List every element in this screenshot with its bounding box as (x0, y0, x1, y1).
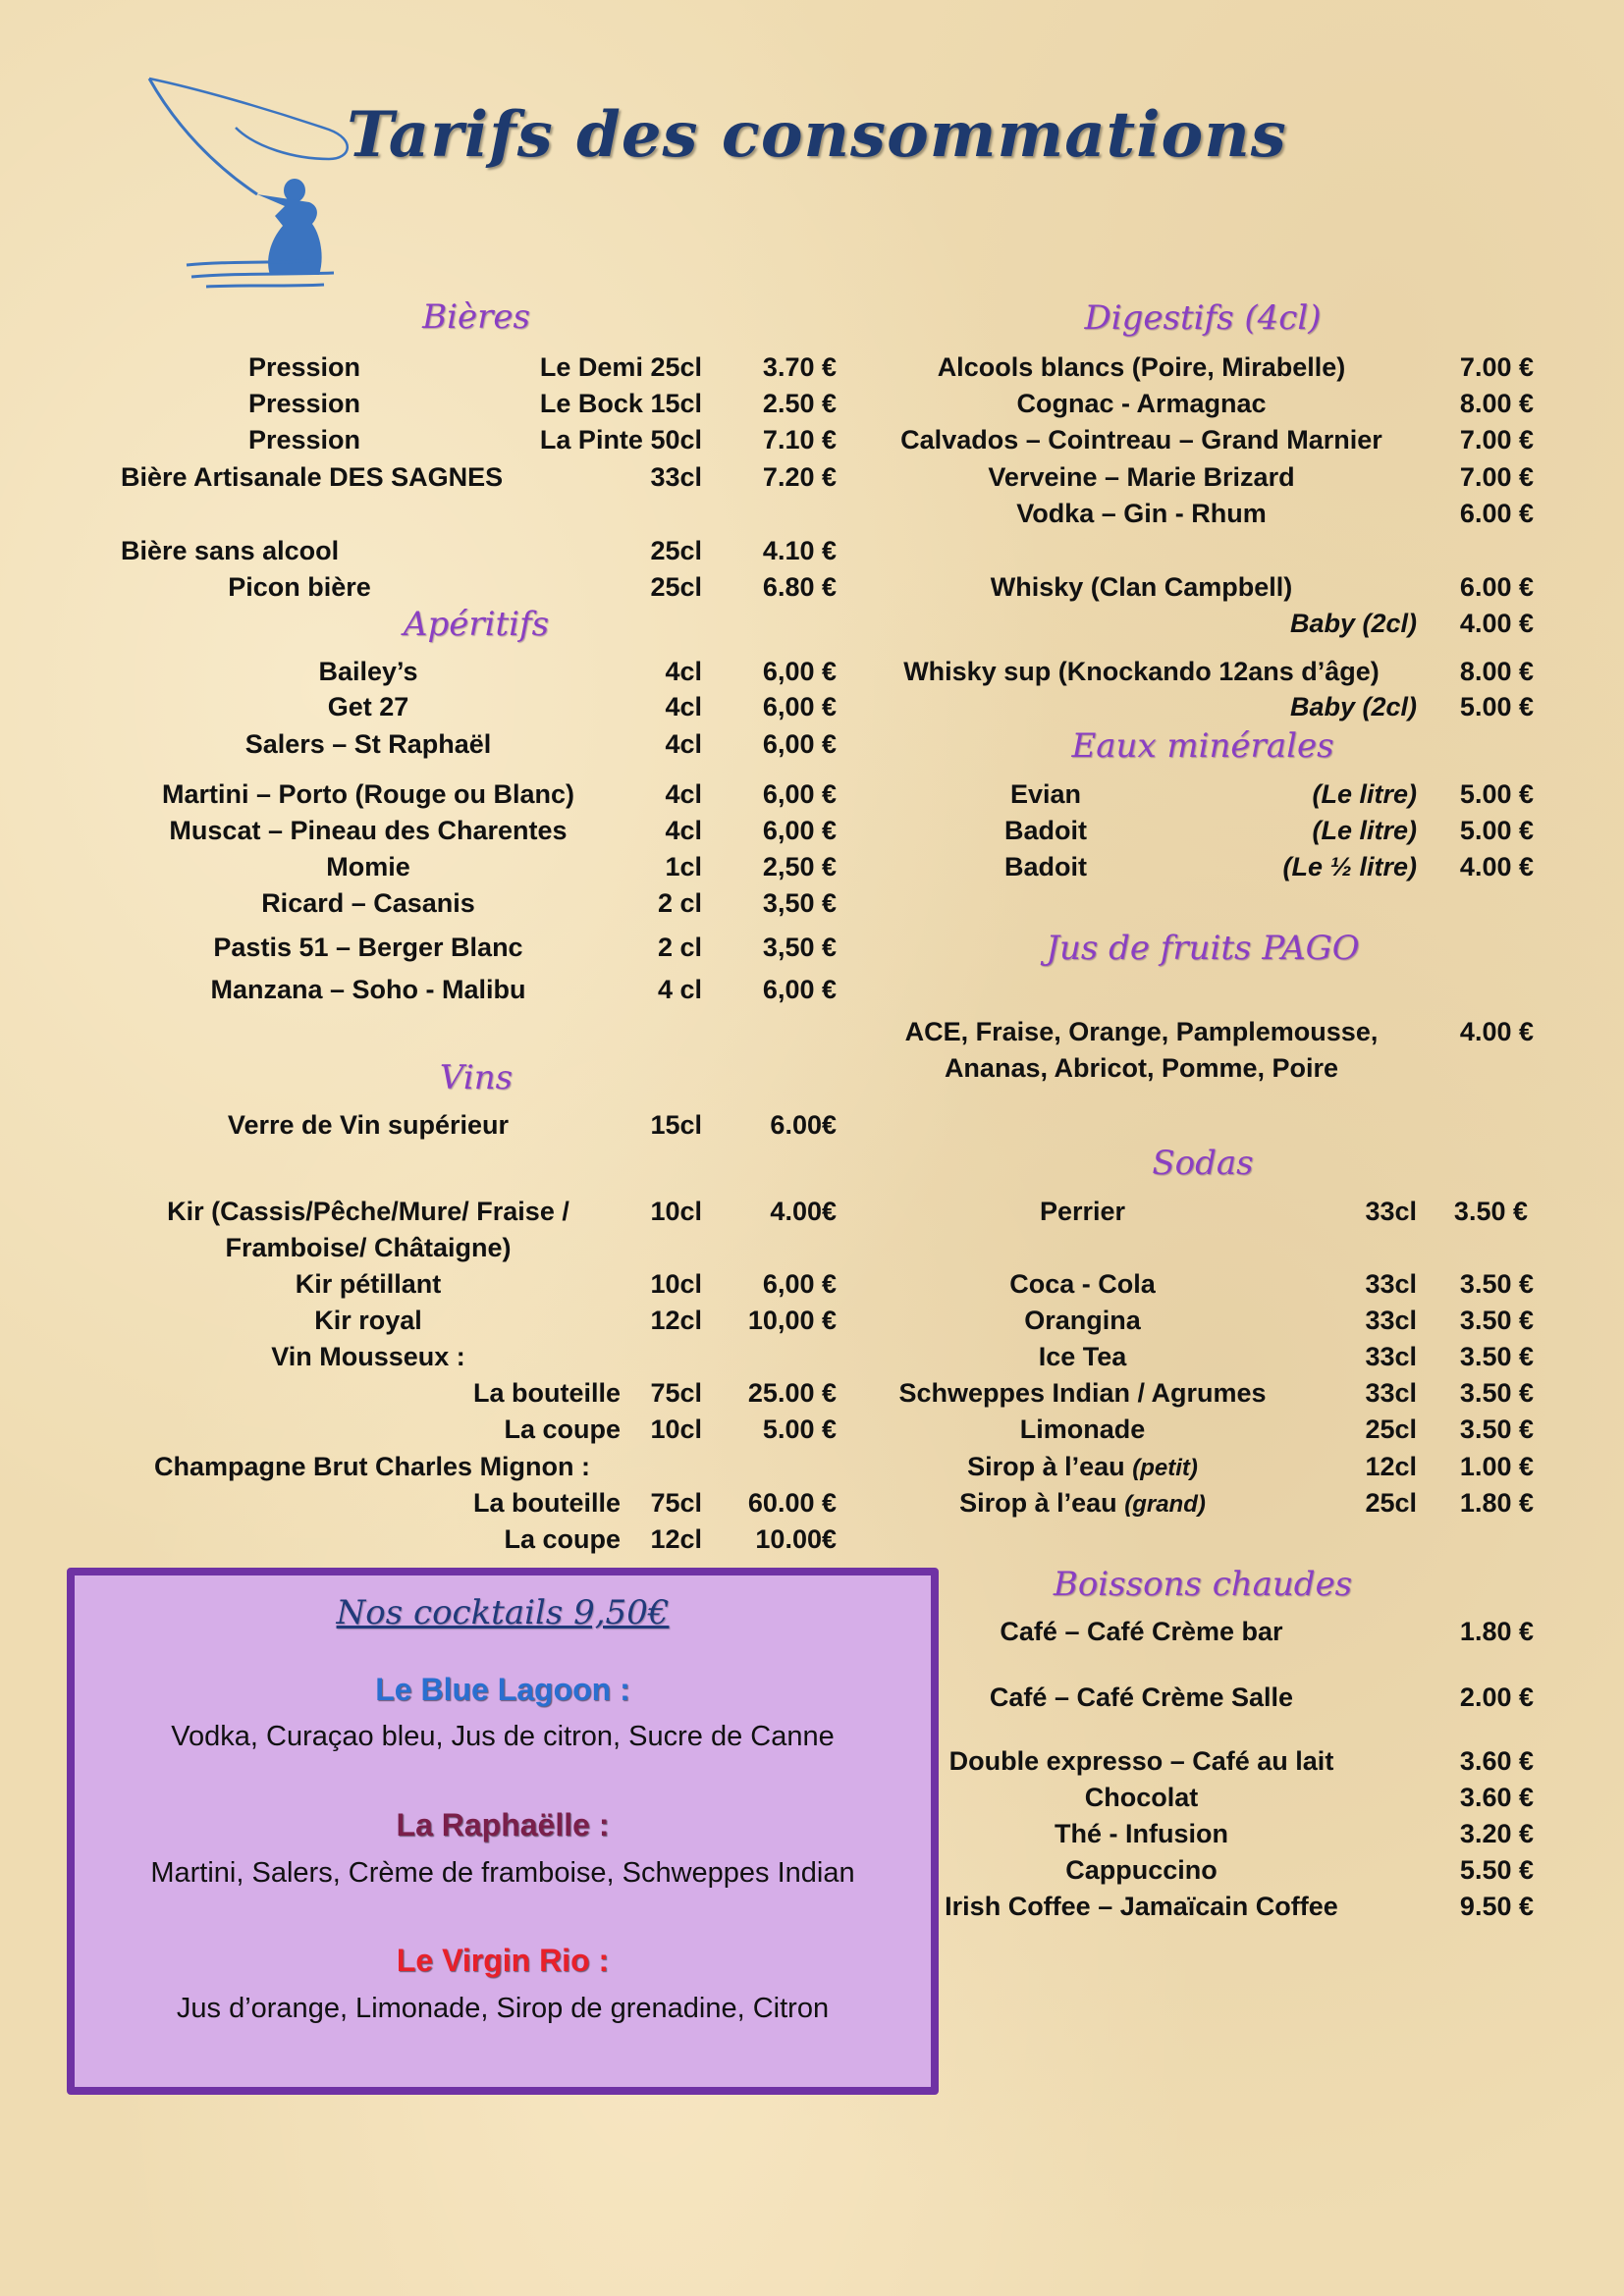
vin-row-price: 25.00 € (747, 1378, 837, 1408)
sirop-name: Sirop à l’eau (959, 1488, 1117, 1518)
chaude-row-name: Irish Coffee – Jamaïcain Coffee (945, 1892, 1338, 1921)
aperitif-row-price: 3,50 € (762, 888, 837, 918)
sodas-heading: Sodas (1152, 1144, 1254, 1183)
vin-row-size: 10cl (650, 1269, 702, 1299)
biere-row-price: 6.80 € (762, 572, 837, 602)
kir-name-line2: Framboise/ Châtaigne) (225, 1233, 512, 1262)
biere-row-size: 25cl (650, 536, 702, 565)
digestif-row-price: 7.00 € (1459, 425, 1534, 454)
soda-row-size: 33cl (1365, 1197, 1417, 1226)
whisky-price: 6.00 € (1459, 572, 1534, 602)
vin-row-price: 6,00 € (762, 1269, 837, 1299)
aperitif-row-size: 4cl (665, 692, 702, 721)
aperitif-row-name: Muscat – Pineau des Charentes (169, 816, 568, 845)
vin-row-price: 6.00€ (770, 1110, 837, 1140)
chaude-row-name: Café – Café Crème Salle (989, 1682, 1294, 1712)
soda-row-name: Orangina (1024, 1306, 1141, 1335)
jus-price: 4.00 € (1459, 1017, 1534, 1046)
whisky-name: Whisky (Clan Campbell) (990, 572, 1293, 602)
biere-row-name: Picon bière (228, 572, 371, 602)
sirop-row (884, 1452, 1281, 1483)
eau-row-name: Evian (1009, 779, 1082, 809)
chaude-row-name: Chocolat (1084, 1783, 1199, 1812)
aperitif-row-name: Martini – Porto (Rouge ou Blanc) (161, 779, 574, 809)
cocktail-desc: Martini, Salers, Crème de framboise, Schweppes Indian (150, 1857, 855, 1889)
whisky-sup-baby-label: Baby (2cl) (1289, 692, 1417, 721)
soda-row-size: 25cl (1365, 1488, 1417, 1518)
biere-row-name: Pression (247, 425, 361, 454)
digestif-row-name: Cognac - Armagnac (1016, 389, 1267, 418)
digestif-row-price: 7.00 € (1459, 462, 1534, 492)
chaude-row-name: Café – Café Crème bar (1000, 1617, 1283, 1646)
aperitif-row-name: Momie (326, 852, 410, 881)
cocktails-heading: Nos cocktails 9,50€ (336, 1593, 670, 1632)
sirop-name: Sirop à l’eau (967, 1452, 1125, 1481)
aperitif-row-size: 4cl (665, 657, 702, 686)
vin-row-size: 12cl (650, 1524, 702, 1554)
aperitif-row-name: Ricard – Casanis (261, 888, 475, 918)
vins-heading: Vins (439, 1058, 514, 1097)
aperitif-row-size: 4 cl (657, 975, 702, 1004)
eaux-heading: Eaux minérales (1071, 726, 1334, 766)
aperitif-row-size: 2 cl (657, 888, 702, 918)
eau-row-price: 5.00 € (1459, 816, 1534, 845)
chaude-row-name: Thé - Infusion (1055, 1819, 1228, 1848)
cocktails-box (67, 1568, 939, 2095)
kir-size: 10cl (650, 1197, 702, 1226)
biere-row-price: 2.50 € (762, 389, 837, 418)
vin-row-name: La coupe (504, 1524, 621, 1554)
aperitif-row-name: Salers – St Raphaël (244, 729, 492, 759)
digestif-row-price: 8.00 € (1459, 389, 1534, 418)
aperitifs-heading: Apéritifs (403, 605, 550, 644)
soda-row-price: 3.50 € (1459, 1378, 1534, 1408)
soda-row-name: Perrier (1039, 1197, 1126, 1226)
sirop-row (884, 1488, 1281, 1520)
page-title: Tarifs des consommations (347, 98, 1287, 172)
digestif-row-name: Verveine – Marie Brizard (988, 462, 1295, 492)
whisky-sup-name: Whisky sup (Knockando 12ans d’âge) (903, 657, 1380, 686)
sirop-qual: (grand) (1124, 1491, 1206, 1518)
aperitif-row-price: 6,00 € (762, 692, 837, 721)
eau-row-price: 4.00 € (1459, 852, 1534, 881)
biere-row-price: 3.70 € (762, 352, 837, 382)
vin-row-size: 75cl (650, 1488, 702, 1518)
chaude-row-price: 3.60 € (1459, 1746, 1534, 1776)
vin-row-price: 10.00€ (755, 1524, 837, 1554)
biere-row-name: Bière Artisanale DES SAGNES (121, 462, 504, 492)
cocktail-name-virgin-rio: Le Virgin Rio : (396, 1943, 610, 1978)
aperitif-row-size: 4cl (665, 729, 702, 759)
chaude-row-price: 5.50 € (1459, 1855, 1534, 1885)
soda-row-price: 3.50 € (1459, 1342, 1534, 1371)
cocktail-name-blue-lagoon: Le Blue Lagoon : (375, 1672, 630, 1707)
biere-row-size: 25cl (650, 572, 702, 602)
biere-row-name: Pression (247, 352, 361, 382)
digestif-row-name: Calvados – Cointreau – Grand Marnier (900, 425, 1382, 454)
soda-row-price: 3.50 € (1459, 1306, 1534, 1335)
digestif-row-name: Alcools blancs (Poire, Mirabelle) (937, 352, 1346, 382)
digestif-row-price: 7.00 € (1459, 352, 1534, 382)
soda-row-size: 33cl (1365, 1342, 1417, 1371)
vin-row-name: La coupe (504, 1415, 621, 1444)
biere-row-name: Pression (247, 389, 361, 418)
aperitif-row-name: Manzana – Soho - Malibu (210, 975, 526, 1004)
soda-row-name: Schweppes Indian / Agrumes (898, 1378, 1267, 1408)
biere-row-price: 7.20 € (762, 462, 837, 492)
eau-row-name: Badoit (1004, 816, 1087, 845)
whisky-baby-label: Baby (2cl) (1289, 609, 1417, 638)
jus-line1: ACE, Fraise, Orange, Pamplemousse, (904, 1017, 1379, 1046)
aperitif-row-size: 4cl (665, 816, 702, 845)
aperitif-row-price: 6,00 € (762, 816, 837, 845)
chaudes-heading: Boissons chaudes (1053, 1565, 1353, 1604)
soda-row-size: 25cl (1365, 1415, 1417, 1444)
digestif-row-price: 6.00 € (1459, 499, 1534, 528)
aperitif-row-name: Pastis 51 – Berger Blanc (213, 933, 523, 962)
vin-row-size: 15cl (650, 1110, 702, 1140)
aperitif-row-price: 2,50 € (762, 852, 837, 881)
soda-row-price: 1.00 € (1459, 1452, 1534, 1481)
aperitif-row-size: 2 cl (657, 933, 702, 962)
vin-row-name: Kir pétillant (295, 1269, 442, 1299)
bieres-heading: Bières (422, 297, 530, 337)
chaude-row-price: 9.50 € (1459, 1892, 1534, 1921)
eau-row-size: (Le ½ litre) (1282, 852, 1417, 881)
aperitif-row-name: Bailey’s (318, 657, 418, 686)
jus-heading: Jus de fruits PAGO (1046, 929, 1360, 968)
vin-row-name: Kir royal (314, 1306, 422, 1335)
vin-row-price: 60.00 € (747, 1488, 837, 1518)
chaude-row-price: 3.60 € (1459, 1783, 1534, 1812)
chaude-row-name: Double expresso – Café au lait (948, 1746, 1334, 1776)
chaude-row-price: 2.00 € (1459, 1682, 1534, 1712)
biere-row-name: Bière sans alcool (121, 536, 340, 565)
mousseux-label: Vin Mousseux : (271, 1342, 465, 1371)
cocktail-desc: Jus d’orange, Limonade, Sirop de grenadine, Citron (176, 1993, 830, 2024)
sirop-qual: (petit) (1132, 1455, 1198, 1481)
whisky-sup-price: 8.00 € (1459, 657, 1534, 686)
chaude-row-price: 1.80 € (1459, 1617, 1534, 1646)
vin-row-name: Verre de Vin supérieur (227, 1110, 510, 1140)
champagne-label: Champagne Brut Charles Mignon : (154, 1452, 591, 1481)
kir-name-line1: Kir (Cassis/Pêche/Mure/ Fraise / (167, 1197, 569, 1226)
aperitif-row-size: 4cl (665, 779, 702, 809)
chaude-row-name: Cappuccino (1065, 1855, 1218, 1885)
aperitif-row-price: 3,50 € (762, 933, 837, 962)
kir-price: 4.00€ (770, 1197, 837, 1226)
aperitif-row-size: 1cl (665, 852, 702, 881)
aperitif-row-name: Get 27 (327, 692, 409, 721)
eau-row-price: 5.00 € (1459, 779, 1534, 809)
soda-row-price: 3.50 € (1453, 1197, 1528, 1226)
eau-row-name: Badoit (1004, 852, 1087, 881)
digestifs-heading: Digestifs (4cl) (1084, 298, 1322, 338)
biere-row-size: Le Demi 25cl (539, 352, 702, 382)
biere-row-size: Le Bock 15cl (539, 389, 702, 418)
cocktail-name-raphaelle: La Raphaëlle : (396, 1807, 610, 1842)
digestif-row-name: Vodka – Gin - Rhum (1016, 499, 1267, 528)
soda-row-size: 33cl (1365, 1306, 1417, 1335)
biere-row-price: 4.10 € (762, 536, 837, 565)
aperitif-row-price: 6,00 € (762, 729, 837, 759)
vin-row-price: 5.00 € (762, 1415, 837, 1444)
aperitif-row-price: 6,00 € (762, 779, 837, 809)
vin-row-size: 75cl (650, 1378, 702, 1408)
vin-row-price: 10,00 € (747, 1306, 837, 1335)
vin-row-size: 10cl (650, 1415, 702, 1444)
vin-row-name: La bouteille (472, 1378, 621, 1408)
eau-row-size: (Le litre) (1312, 779, 1417, 809)
soda-row-name: Ice Tea (1038, 1342, 1127, 1371)
biere-row-size: 33cl (650, 462, 702, 492)
aperitif-row-price: 6,00 € (762, 657, 837, 686)
soda-row-size: 12cl (1365, 1452, 1417, 1481)
whisky-baby-price: 4.00 € (1459, 609, 1534, 638)
soda-row-price: 1.80 € (1459, 1488, 1534, 1518)
jus-line2: Ananas, Abricot, Pomme, Poire (944, 1053, 1339, 1083)
biere-row-price: 7.10 € (762, 425, 837, 454)
aperitif-row-price: 6,00 € (762, 975, 837, 1004)
whisky-sup-baby-price: 5.00 € (1459, 692, 1534, 721)
cocktail-desc: Vodka, Curaçao bleu, Jus de citron, Sucre de Canne (171, 1721, 835, 1752)
soda-row-size: 33cl (1365, 1378, 1417, 1408)
chaude-row-price: 3.20 € (1459, 1819, 1534, 1848)
soda-row-name: Limonade (1019, 1415, 1146, 1444)
vin-row-size: 12cl (650, 1306, 702, 1335)
eau-row-size: (Le litre) (1312, 816, 1417, 845)
soda-row-size: 33cl (1365, 1269, 1417, 1299)
vin-row-name: La bouteille (472, 1488, 621, 1518)
soda-row-price: 3.50 € (1459, 1415, 1534, 1444)
biere-row-size: La Pinte 50cl (539, 425, 702, 454)
soda-row-price: 3.50 € (1459, 1269, 1534, 1299)
soda-row-name: Coca - Cola (1009, 1269, 1156, 1299)
